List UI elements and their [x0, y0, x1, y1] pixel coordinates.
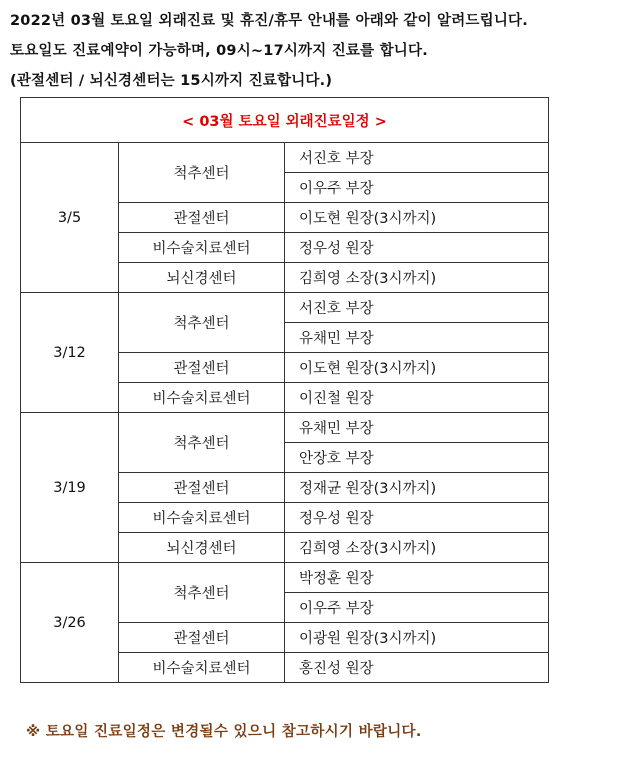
table-title-row	[21, 98, 549, 143]
doctor-cell: 이도현 원장(3시까지)	[285, 353, 549, 383]
doctor-cell: 정우성 원장	[285, 233, 549, 263]
department-cell: 척추센터	[119, 563, 285, 623]
doctor-cell: 서진호 부장	[285, 293, 549, 323]
table-row	[21, 293, 549, 323]
department-cell: 비수술치료센터	[119, 653, 285, 683]
department-cell: 척추센터	[119, 293, 285, 353]
schedule-change-note: ※ 토요일 진료일정은 변경될수 있으니 참고하시기 바랍니다.	[26, 724, 422, 740]
doctor-cell: 정우성 원장	[285, 503, 549, 533]
doctor-cell: 김희영 소장(3시까지)	[285, 533, 549, 563]
doctor-cell: 이우주 부장	[285, 593, 549, 623]
department-cell: 관절센터	[119, 473, 285, 503]
date-cell: 3/26	[21, 563, 119, 683]
date-cell: 3/19	[21, 413, 119, 563]
table-title: < 03월 토요일 외래진료일정 >	[21, 98, 549, 143]
department-cell: 비수술치료센터	[119, 383, 285, 413]
department-cell: 뇌신경센터	[119, 263, 285, 293]
doctor-cell: 이우주 부장	[285, 173, 549, 203]
intro-line-1: 2022년 03월 토요일 외래진료 및 휴진/휴무 안내를 아래와 같이 알려드립니다.	[10, 13, 528, 29]
doctor-cell: 홍진성 원장	[285, 653, 549, 683]
intro-line-2: 토요일도 진료예약이 가능하며, 09시~17시까지 진료를 합니다.	[10, 43, 428, 59]
doctor-cell: 유채민 부장	[285, 413, 549, 443]
doctor-cell: 이광원 원장(3시까지)	[285, 623, 549, 653]
table-row	[21, 413, 549, 443]
department-cell: 척추센터	[119, 143, 285, 203]
department-cell: 비수술치료센터	[119, 233, 285, 263]
doctor-cell: 이진철 원장	[285, 383, 549, 413]
doctor-cell: 서진호 부장	[285, 143, 549, 173]
doctor-cell: 안장호 부장	[285, 443, 549, 473]
department-cell: 관절센터	[119, 353, 285, 383]
department-cell: 척추센터	[119, 413, 285, 473]
table-row	[21, 143, 549, 173]
intro-line-3: (관절센터 / 뇌신경센터는 15시까지 진료합니다.)	[10, 73, 333, 89]
department-cell: 뇌신경센터	[119, 533, 285, 563]
saturday-schedule-table	[20, 97, 549, 683]
department-cell: 관절센터	[119, 623, 285, 653]
doctor-cell: 김희영 소장(3시까지)	[285, 263, 549, 293]
doctor-cell: 정재균 원장(3시까지)	[285, 473, 549, 503]
schedule-body	[21, 98, 549, 683]
table-row	[21, 563, 549, 593]
department-cell: 관절센터	[119, 203, 285, 233]
doctor-cell: 이도현 원장(3시까지)	[285, 203, 549, 233]
department-cell: 비수술치료센터	[119, 503, 285, 533]
doctor-cell: 박정훈 원장	[285, 563, 549, 593]
date-cell: 3/12	[21, 293, 119, 413]
date-cell: 3/5	[21, 143, 119, 293]
doctor-cell: 유채민 부장	[285, 323, 549, 353]
intro-text	[10, 6, 630, 96]
